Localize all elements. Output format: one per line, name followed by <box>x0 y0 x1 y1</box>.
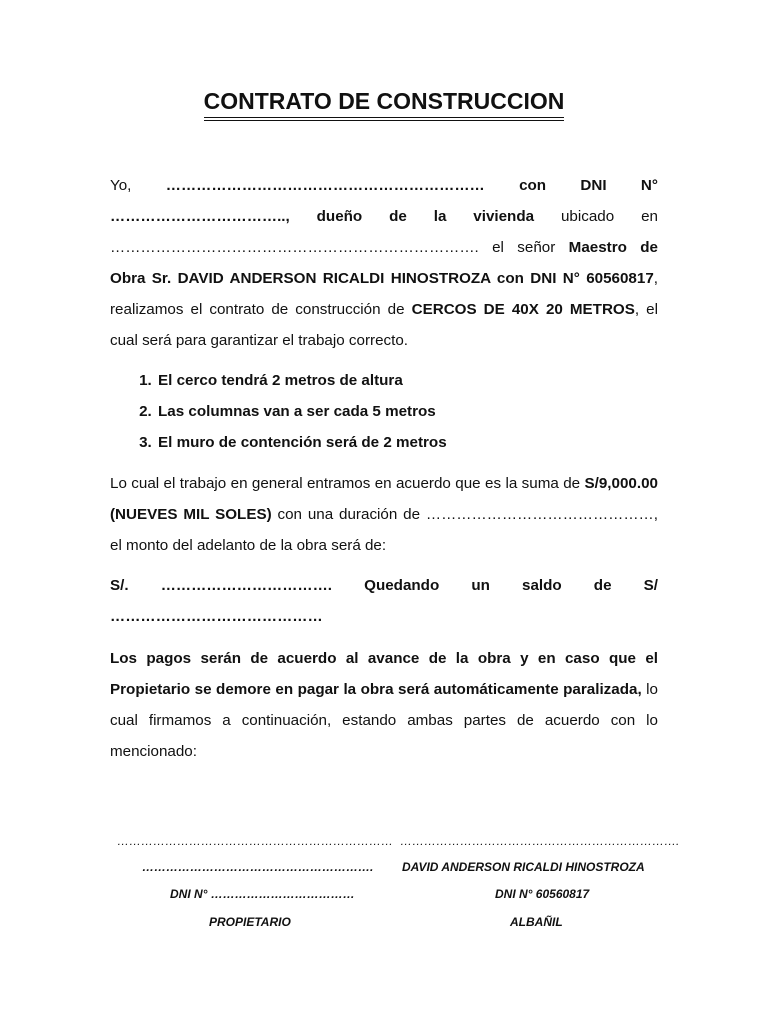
advance-label: el monto del adelanto de la obra será de: <box>110 537 387 554</box>
duration-blank: ………………………………………, <box>425 506 658 523</box>
contract-text: , realizamos el contrato de construcción de <box>110 270 658 318</box>
builder-dni: DNI N° 60560817 <box>495 887 590 901</box>
builder-signature-line: ……………………………………………………………. <box>400 834 680 848</box>
balance-blank: …………………………………… <box>110 608 323 625</box>
list-item: 1. El cerco tendrá 2 metros de altura <box>156 365 658 396</box>
contract-purpose: , el cual será para garantizar el trabajo correcto. <box>110 301 658 349</box>
contract-object: CERCOS DE 40X 20 METROS <box>411 301 635 318</box>
el-senor-text: el señor <box>492 239 556 256</box>
advance-currency: S/. <box>110 577 129 594</box>
payment-paragraph <box>110 643 658 767</box>
intro-yo: Yo, <box>110 177 132 194</box>
advance-blank: ……………………………. <box>160 577 332 594</box>
owner-role: PROPIETARIO <box>209 915 291 929</box>
payment-terms: Los pagos serán de acuerdo al avance de la obra y en caso que el Propietario se demore en pagar la obra será automáticamente paralizada, <box>110 650 658 698</box>
price-words: (NUEVES MIL SOLES) <box>110 506 272 523</box>
title-text: CONTRATO DE CONSTRUCCION <box>204 88 565 118</box>
owner-dni-label: con DNI N° <box>519 177 658 194</box>
price-paragraph <box>110 468 658 561</box>
price-intro: Lo cual el trabajo en general entramos en acuerdo que es la suma de <box>110 475 581 492</box>
price-amount: S/9,000.00 <box>584 475 658 492</box>
owner-dni-line: DNI N° ……………………………… <box>170 887 355 901</box>
builder-role: ALBAÑIL <box>510 915 563 929</box>
address-blank: ………………………………………………………………. <box>110 239 479 256</box>
owner-name-line: …………………………………………………. <box>142 860 374 874</box>
list-item: 2. Las columnas van a ser cada 5 metros <box>156 396 658 427</box>
builder-identity: Maestro de Obra Sr. DAVID ANDERSON RICALDI HINOSTROZA con DNI N° 60560817 <box>110 239 658 287</box>
list-item: 3. El muro de contención será de 2 metros <box>156 427 658 458</box>
builder-name: DAVID ANDERSON RICALDI HINOSTROZA <box>402 860 645 874</box>
location-label: ubicado en <box>560 208 658 225</box>
intro-paragraph <box>110 170 658 356</box>
owner-dni-blank: …………………………….., <box>110 208 290 225</box>
contract-body <box>110 170 658 767</box>
owner-name-blank: ……………………………………………………… <box>165 177 485 194</box>
balance-label: Quedando un saldo de S/ <box>364 577 658 594</box>
duration-label: con una duración de <box>277 506 421 523</box>
conditions-list <box>110 365 658 458</box>
page-title <box>0 88 768 115</box>
owner-label: dueño de la vivienda <box>316 208 535 225</box>
agreement-text: lo cual firmamos a continuación, estando ambas partes de acuerdo con lo mencionado: <box>110 681 658 760</box>
balance-paragraph <box>110 570 658 632</box>
owner-signature-line: …………………………………………………………… <box>117 834 393 848</box>
